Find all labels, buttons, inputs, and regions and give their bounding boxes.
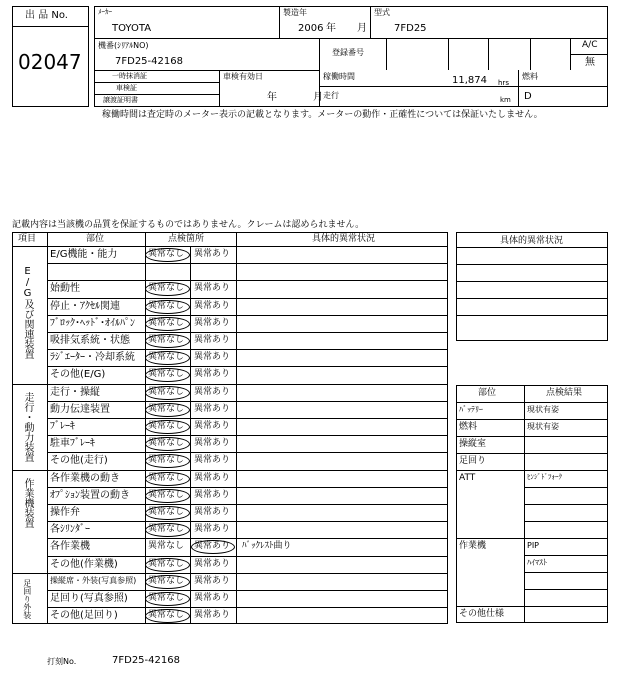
model-value: 7FD25 <box>394 23 427 34</box>
inspection-month-unit: 月 <box>313 92 323 103</box>
abnormal-option[interactable]: 異常あり <box>194 283 231 294</box>
abnormal-option[interactable]: 異常あり <box>194 300 231 311</box>
part-label: E/G機能・能力 <box>50 249 118 260</box>
right-part: 燃料 <box>459 422 478 432</box>
maker-value: TOYOTA <box>112 23 152 34</box>
part-label: 各ｼﾘﾝﾀﾞｰ <box>50 524 90 536</box>
right-result: 現状有姿 <box>527 405 559 414</box>
abnormal-option[interactable]: 異常あり <box>194 317 231 328</box>
part-label: その他(作業機) <box>50 558 118 570</box>
model-label: 型式 <box>374 8 390 17</box>
part-label: ﾌﾞﾛｯｸ･ﾍｯﾄﾞ･ｵｲﾙﾊﾟﾝ <box>50 317 135 329</box>
normal-option[interactable]: 異常なし <box>148 386 185 397</box>
abnormal-option[interactable]: 異常あり <box>194 593 231 603</box>
normal-option[interactable]: 異常なし <box>148 249 185 259</box>
right-part: ﾊﾞｯﾃﾘｰ <box>459 405 483 414</box>
right-part: ATT <box>459 473 476 483</box>
abnormal-option[interactable]: 異常あり <box>194 455 231 466</box>
right-result: 現状有姿 <box>527 422 559 431</box>
part-label: 始動性 <box>50 283 80 295</box>
abnormal-option[interactable]: 異常あり <box>194 438 231 449</box>
part-label: 各作業機の動き <box>50 472 120 484</box>
right-detail-box <box>456 232 608 341</box>
normal-option[interactable]: 異常なし <box>148 438 185 449</box>
part-label: その他(走行) <box>50 455 108 467</box>
normal-option[interactable]: 異常なし <box>148 283 185 294</box>
right-detail-header: 具体的異常状況 <box>500 236 564 246</box>
abnormal-option[interactable]: 異常あり <box>194 403 231 414</box>
abnormal-option[interactable]: 異常あり <box>194 369 231 380</box>
temp-cancel-cert: 一時抹消証 <box>112 72 147 80</box>
selected-circle <box>145 575 190 589</box>
right-part: その他仕様 <box>459 609 505 619</box>
ac-value: 無 <box>585 57 595 68</box>
right-part: 作業機 <box>459 541 487 551</box>
normal-option[interactable]: 異常なし <box>148 421 185 431</box>
selected-circle <box>145 506 190 520</box>
inspection-label: 車検有効日 <box>223 72 263 81</box>
travel-unit: km <box>500 96 511 104</box>
normal-option[interactable]: 異常なし <box>148 472 185 483</box>
part-label: 走行・操縦 <box>50 386 100 398</box>
part-label: その他(E/G) <box>50 369 106 381</box>
right-header-0: 部位 <box>478 388 497 398</box>
selected-circle <box>145 558 190 572</box>
hours-label: 稼働時間 <box>323 72 355 81</box>
abnormal-option[interactable]: 異常あり <box>194 472 231 483</box>
abnormal-option[interactable]: 異常あり <box>194 352 231 363</box>
right-part: 操縦室 <box>459 439 487 449</box>
right-result: PIP <box>527 541 540 550</box>
normal-option[interactable]: 異常なし <box>148 352 185 363</box>
abnormal-option[interactable]: 異常あり <box>194 541 231 552</box>
part-label: ｵﾌﾟｼｮﾝ装置の動き <box>50 489 130 501</box>
year-value: 2006 <box>298 23 324 34</box>
hour-meter-note: 稼働時間は査定時のメーター表示の記載となります。メーターの動作・正確性については保証いたしません。 <box>102 110 543 120</box>
abnormal-option[interactable]: 異常あり <box>194 575 231 586</box>
lot-label: 出 品 No. <box>25 10 68 21</box>
stamp-label: 打刻No. <box>47 657 77 666</box>
fuel-value: D <box>524 91 532 102</box>
part-label: その他(足回り) <box>50 610 118 622</box>
selected-circle <box>145 317 190 331</box>
table-header-2: 点検箇所 <box>168 234 205 244</box>
maker-label: ﾒｰｶｰ <box>98 8 112 16</box>
right-result: ﾋﾝｼﾞﾄﾞﾌｫｰｸ <box>527 473 562 481</box>
group-label-2: 作業機装置 <box>22 477 33 528</box>
table-header-1: 部位 <box>86 234 105 244</box>
vehicle-cert: 車検証 <box>116 84 137 92</box>
abnormal-option[interactable]: 異常あり <box>194 335 231 345</box>
normal-option[interactable]: 異常なし <box>148 593 185 603</box>
travel-label: 走行 <box>323 91 339 100</box>
ac-label: A/C <box>582 40 598 50</box>
year-label: 製造年 <box>283 8 307 17</box>
registration-label: 登録番号 <box>332 48 364 57</box>
part-label: 操縦席・外装(写真参照) <box>50 575 137 585</box>
abnormal-option[interactable]: 異常あり <box>194 524 231 535</box>
abnormal-option[interactable]: 異常あり <box>194 610 231 621</box>
group-label-1: 走行・動力装置 <box>22 391 33 462</box>
normal-option[interactable]: 異常なし <box>148 524 185 535</box>
lot-number: 02047 <box>18 50 82 74</box>
hours-unit: hrs <box>498 79 509 87</box>
table-header-3: 具体的異常状況 <box>312 234 376 244</box>
part-label: 動力伝達装置 <box>50 403 110 415</box>
part-label: 各作業機 <box>50 541 90 553</box>
selected-circle <box>145 592 190 606</box>
selected-circle <box>145 472 190 486</box>
right-header-1: 点検結果 <box>546 388 583 398</box>
normal-option[interactable]: 異常なし <box>148 541 185 552</box>
part-label: 操作弁 <box>50 507 80 518</box>
year-unit: 年 <box>326 23 336 34</box>
table-header-0: 項目 <box>18 234 37 244</box>
right-part: 足回り <box>459 456 487 466</box>
inspection-year-unit: 年 <box>267 92 277 103</box>
serial-label: 機番(ｼﾘｱﾙNO) <box>98 41 149 50</box>
abnormal-option[interactable]: 異常あり <box>194 558 231 569</box>
selected-circle <box>145 334 190 348</box>
selected-circle <box>145 300 190 314</box>
selected-circle <box>145 403 190 417</box>
normal-option[interactable]: 異常なし <box>148 610 185 621</box>
serial-value: 7FD25-42168 <box>115 56 183 67</box>
stamp-value: 7FD25-42168 <box>112 655 180 666</box>
normal-option[interactable]: 異常なし <box>148 317 185 328</box>
normal-option[interactable]: 異常なし <box>148 455 185 466</box>
abnormal-option[interactable]: 異常あり <box>194 421 231 431</box>
group-label-3: 足回り外装 <box>22 578 32 619</box>
fuel-label: 燃料 <box>522 72 538 81</box>
detail-text: ﾊﾞｯｸﾚｽﾄ曲り <box>242 541 292 552</box>
part-label: 吸排気系統・状態 <box>50 335 130 346</box>
normal-option[interactable]: 異常なし <box>148 300 185 311</box>
part-label: ﾗｼﾞｴｰﾀｰ・冷却系統 <box>50 352 135 364</box>
normal-option[interactable]: 異常なし <box>148 558 185 569</box>
part-label: ﾌﾞﾚｰｷ <box>50 421 75 432</box>
abnormal-option[interactable]: 異常あり <box>194 489 231 500</box>
normal-option[interactable]: 異常なし <box>148 507 185 517</box>
hours-value: 11,874 <box>452 75 487 86</box>
selected-circle <box>145 248 190 262</box>
month-unit: 月 <box>357 23 367 34</box>
normal-option[interactable]: 異常なし <box>148 369 185 380</box>
normal-option[interactable]: 異常なし <box>148 403 185 414</box>
group-label-0: E/G及び関連装置 <box>22 266 33 359</box>
normal-option[interactable]: 異常なし <box>148 335 185 345</box>
disclaimer: 記載内容は当該機の品質を保証するものではありません。クレームは認められません。 <box>12 220 365 230</box>
transfer-cert: 譲渡証明書 <box>103 96 138 104</box>
right-result: ﾊｲﾏｽﾄ <box>527 558 547 567</box>
part-label: 駐車ﾌﾞﾚｰｷ <box>50 438 95 450</box>
abnormal-option[interactable]: 異常あり <box>194 386 231 397</box>
abnormal-option[interactable]: 異常あり <box>194 249 231 259</box>
selected-circle <box>145 489 190 503</box>
normal-option[interactable]: 異常なし <box>148 575 185 586</box>
part-label: 足回り(写真参照) <box>50 593 128 604</box>
abnormal-option[interactable]: 異常あり <box>194 507 231 517</box>
selected-circle <box>145 386 190 400</box>
normal-option[interactable]: 異常なし <box>148 489 185 500</box>
selected-circle <box>145 420 190 434</box>
part-label: 停止・ｱｸｾﾙ関連 <box>50 300 120 312</box>
